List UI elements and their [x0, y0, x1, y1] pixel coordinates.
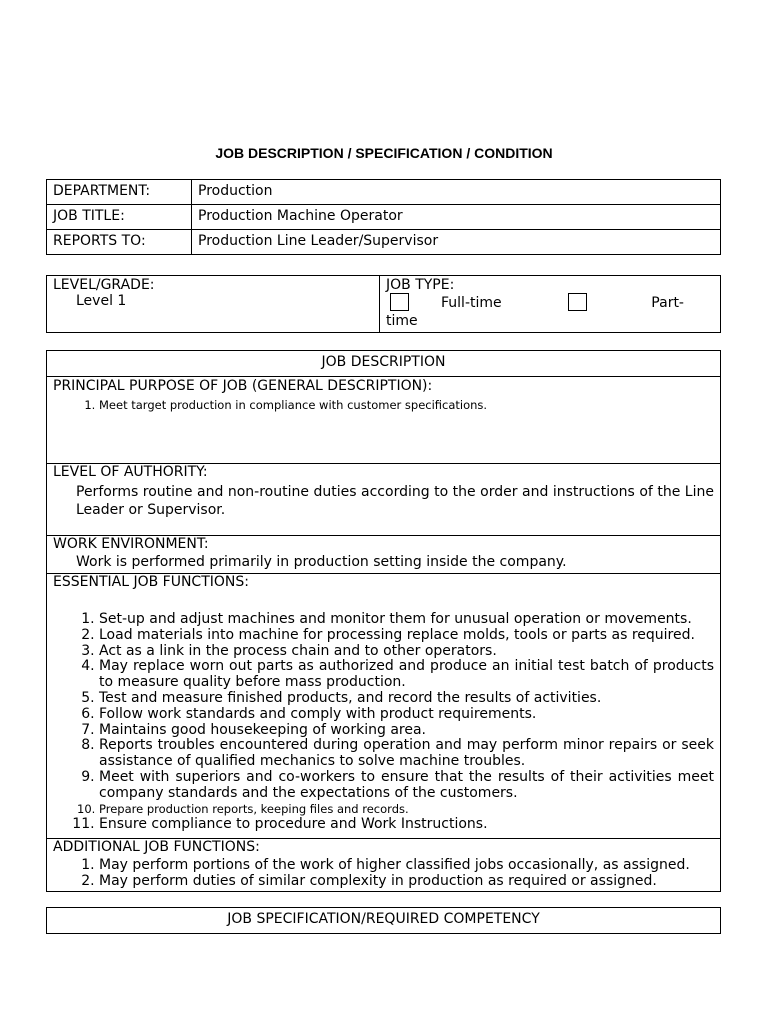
job-type-cell: [380, 276, 721, 333]
additional-section: [47, 839, 721, 892]
purpose-list: [53, 398, 714, 414]
authority-heading: LEVEL OF AUTHORITY:: [53, 464, 208, 480]
list-item: 9. Meet with superiors and co-workers to ensure that the results of their activities meet company standards and the expectations of the customers.: [99, 770, 714, 802]
job-title-value: Production Machine Operator: [192, 205, 721, 230]
full-time-checkbox[interactable]: [390, 293, 409, 311]
part-time-label-a: Part-: [651, 295, 684, 311]
job-title-label: JOB TITLE:: [47, 205, 192, 230]
reports-to-value: Production Line Leader/Supervisor: [192, 230, 721, 255]
reports-to-label: REPORTS TO:: [47, 230, 192, 255]
essential-heading: ESSENTIAL JOB FUNCTIONS:: [53, 574, 249, 590]
list-item: 8. Reports troubles encountered during operation and may perform minor repairs or seek assistance of qualified mechanics to solve machine troubles.: [99, 738, 714, 770]
full-time-label: Full-time: [441, 295, 502, 311]
list-item: 1. Meet target production in compliance with customer specifications.: [99, 398, 714, 414]
authority-text: Performs routine and non-routine duties according to the order and instructions of the Line Leader or Supervisor.: [76, 484, 714, 518]
level-grade-label: LEVEL/GRADE:: [53, 277, 155, 293]
list-item: 2. Load materials into machine for processing replace molds, tools or parts as required.: [99, 628, 714, 644]
list-item: 4. May replace worn out parts as authorized and produce an initial test batch of products to measure quality before mass production.: [99, 659, 714, 691]
list-item: 2. May perform duties of similar complexity in production as required or assigned.: [99, 874, 714, 890]
job-description-heading: JOB DESCRIPTION: [47, 351, 721, 377]
purpose-section: [47, 377, 721, 464]
job-specification-heading: JOB SPECIFICATION/REQUIRED COMPETENCY: [47, 908, 721, 934]
authority-section: [47, 464, 721, 536]
list-item: 3. Act as a link in the process chain and to other operators.: [99, 644, 714, 660]
part-time-label-b: time: [386, 313, 418, 329]
department-value: Production: [192, 180, 721, 205]
part-time-checkbox[interactable]: [568, 293, 587, 311]
department-row: [47, 180, 721, 205]
job-type-label: JOB TYPE:: [386, 277, 455, 293]
additional-heading: ADDITIONAL JOB FUNCTIONS:: [53, 839, 260, 855]
list-item: 7. Maintains good housekeeping of working area.: [99, 723, 714, 739]
list-item: 10. Prepare production reports, keeping files and records.: [99, 802, 714, 818]
additional-list: [53, 858, 714, 890]
department-label: DEPARTMENT:: [47, 180, 192, 205]
environment-section: [47, 536, 721, 574]
job-title-row: [47, 205, 721, 230]
list-item: 6. Follow work standards and comply with product requirements.: [99, 707, 714, 723]
job-specification-table: [46, 907, 721, 934]
document-title: JOB DESCRIPTION / SPECIFICATION / CONDITION: [215, 145, 553, 161]
essential-section: [47, 574, 721, 839]
list-item: 1. May perform portions of the work of higher classified jobs occasionally, as assigned.: [99, 858, 714, 874]
grade-type-table: [46, 275, 721, 333]
list-item: 11. Ensure compliance to procedure and Work Instructions.: [99, 817, 714, 833]
essential-list: [53, 612, 714, 833]
environment-heading: WORK ENVIRONMENT:: [53, 536, 209, 552]
list-item: 1. Set-up and adjust machines and monitor them for unusual operation or movements.: [99, 612, 714, 628]
environment-text: Work is performed primarily in production setting inside the company.: [76, 554, 567, 570]
list-item: 5. Test and measure finished products, and record the results of activities.: [99, 691, 714, 707]
level-grade-value: Level 1: [76, 293, 127, 309]
reports-to-row: [47, 230, 721, 255]
level-grade-cell: [47, 276, 380, 333]
header-info-table: [46, 179, 721, 255]
purpose-heading: PRINCIPAL PURPOSE OF JOB (GENERAL DESCRIPTION):: [53, 378, 433, 394]
job-description-table: [46, 350, 721, 892]
